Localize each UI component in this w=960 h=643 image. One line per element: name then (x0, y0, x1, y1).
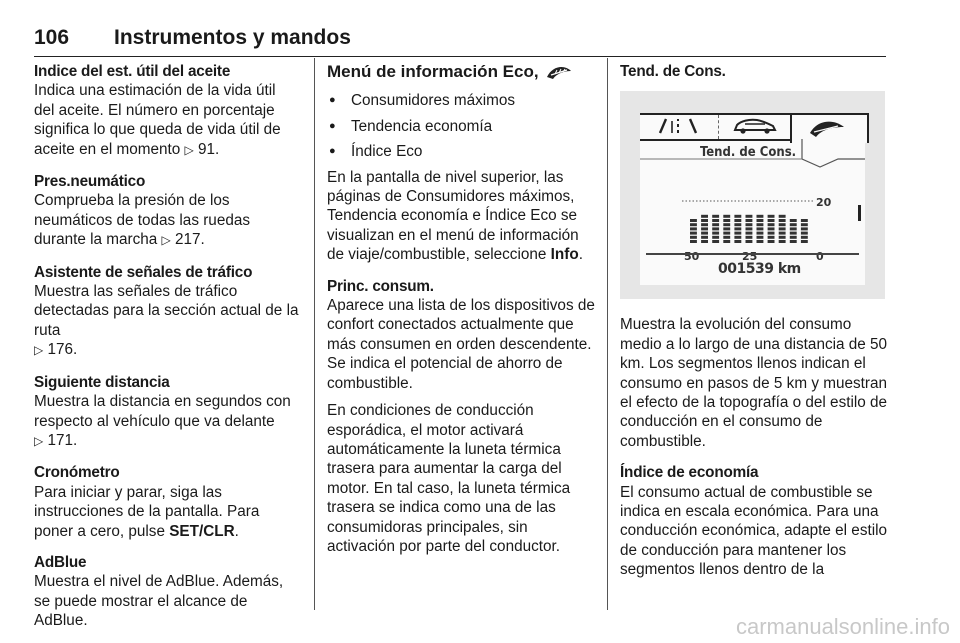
section-traffic-sign-assistant (34, 263, 300, 361)
trend-bar (690, 219, 697, 243)
column-right (620, 62, 888, 592)
trend-bar (701, 215, 708, 243)
section-title: Cronómetro (34, 464, 120, 482)
section-body: Muestra las señales de tráfico detectadas para la sección actual de la ruta ▷ 176. (34, 283, 299, 359)
section-body: Para iniciar y parar, siga las instrucciones de la pantalla. Para poner a cero, pulse SET/CLR. (34, 483, 260, 540)
eco-menu-list (327, 91, 595, 161)
section-economy-index (620, 463, 888, 579)
section-consumption-trend (620, 315, 888, 451)
section-body: Muestra el nivel de AdBlue. Además, se puede mostrar el alcance de AdBlue. (34, 573, 284, 630)
y-tick-label: 20 (816, 196, 832, 210)
watermark: carmanualsonline.info (735, 614, 950, 639)
trend-bar (757, 215, 764, 243)
divider (646, 253, 859, 255)
trend-bar (734, 215, 741, 243)
section-title: Tend. de Cons. (620, 63, 726, 80)
display-screen (640, 113, 865, 285)
column-divider (314, 58, 315, 610)
section-title: AdBlue (34, 553, 87, 571)
section-body: Muestra la distancia en segundos con respecto al vehículo que va delante ▷ 171. (34, 393, 291, 449)
x-tick-label: 50 (684, 250, 700, 264)
cross-reference-link[interactable]: 176. (47, 341, 78, 359)
section-body: Muestra la evolución del consumo medio a lo largo de una distancia de 50 km. Los segmentos llenos indican el consumo en pasos de 5 km y muestran el efecto de la topografía o del estilo de conducción en el consumo de combustible. (620, 316, 888, 450)
list-item: ● Índice Eco (327, 142, 595, 161)
eco-menu-title: Menú de información Eco, (327, 62, 595, 81)
section-body: Comprueba la presión de los neumáticos de todas las ruedas durante la marcha ▷ 217. (34, 192, 250, 249)
section-title: Asistente de señales de tráfico (34, 263, 253, 281)
section-body: Indica una estimación de la vida útil del aceite. El número en porcentaje significa lo que queda de vida útil de aceite en el momento ▷ 91. (34, 82, 281, 158)
trend-bar (779, 215, 786, 243)
section-body: El consumo actual de combustible se indica en escala económica. Para una conducción económica, adapte el estilo de conducción para mantener los segmentos llenos dentro de la (620, 483, 888, 579)
cross-reference-link[interactable]: 91. (198, 140, 220, 158)
section-title: Pres.neumático (34, 173, 146, 191)
section-top-consumers (327, 277, 595, 557)
eco-leaf-icon (545, 63, 573, 81)
trend-bar (768, 215, 775, 243)
scroll-indicator (858, 205, 861, 221)
odometer-readout: 001539 km (718, 261, 801, 278)
trend-bar (801, 219, 808, 243)
x-tick-label: 0 (816, 250, 824, 264)
right-triangle-icon: ▷ (34, 433, 44, 448)
cross-reference-link[interactable]: 217. (175, 231, 205, 249)
display-illustration (620, 91, 885, 299)
right-triangle-icon: ▷ (34, 343, 44, 358)
section-tyre-pressure (34, 172, 300, 251)
section-title: Indice del est. útil del aceite (34, 63, 231, 80)
section-title: Siguiente distancia (34, 373, 170, 391)
section-body: En condiciones de conducción esporádica, el motor activará automáticamente la luneta térmica trasera para aumentar la carga del motor. En tal caso, la luneta térmica trasera se indica como una de las consumidoras principales, sin activación por parte del conductor. (327, 402, 571, 555)
page-header (34, 26, 886, 57)
right-triangle-icon: ▷ (161, 233, 171, 248)
list-item: ● Tendencia economía (327, 117, 595, 136)
right-triangle-icon: ▷ (184, 142, 194, 157)
section-adblue (34, 553, 300, 631)
page-number: 106 (34, 26, 70, 49)
section-title: Índice de economía (620, 464, 759, 482)
trend-bar (746, 215, 753, 243)
section-body: En la pantalla de nivel superior, las páginas de Consumidores máximos, Tendencia economía e Índice Eco se visualizan en el menú de información de viaje/combustible, seleccione Info. (327, 168, 583, 264)
display-title: Tend. de Cons. (700, 145, 797, 161)
section-following-distance (34, 373, 300, 452)
column-left (34, 62, 300, 643)
cross-reference-link[interactable]: 171. (47, 431, 78, 449)
section-body: Aparece una lista de los dispositivos de confort conectados actualmente que más consumen en orden descendente. Se indica el potencial de ahorro de combustible. (327, 297, 595, 392)
trend-bar (723, 215, 730, 243)
section-stopwatch (34, 463, 300, 541)
trend-bar (790, 219, 797, 243)
column-middle (327, 62, 595, 568)
trend-bar (712, 215, 719, 243)
eco-menu-intro (327, 168, 595, 265)
list-item: ● Consumidores máximos (327, 91, 595, 110)
chapter-title: Instrumentos y mandos (114, 26, 351, 49)
x-tick-label: 25 (742, 250, 758, 264)
column-divider (607, 58, 608, 610)
section-title: Princ. consum. (327, 277, 434, 295)
section-oil-life (34, 62, 300, 160)
